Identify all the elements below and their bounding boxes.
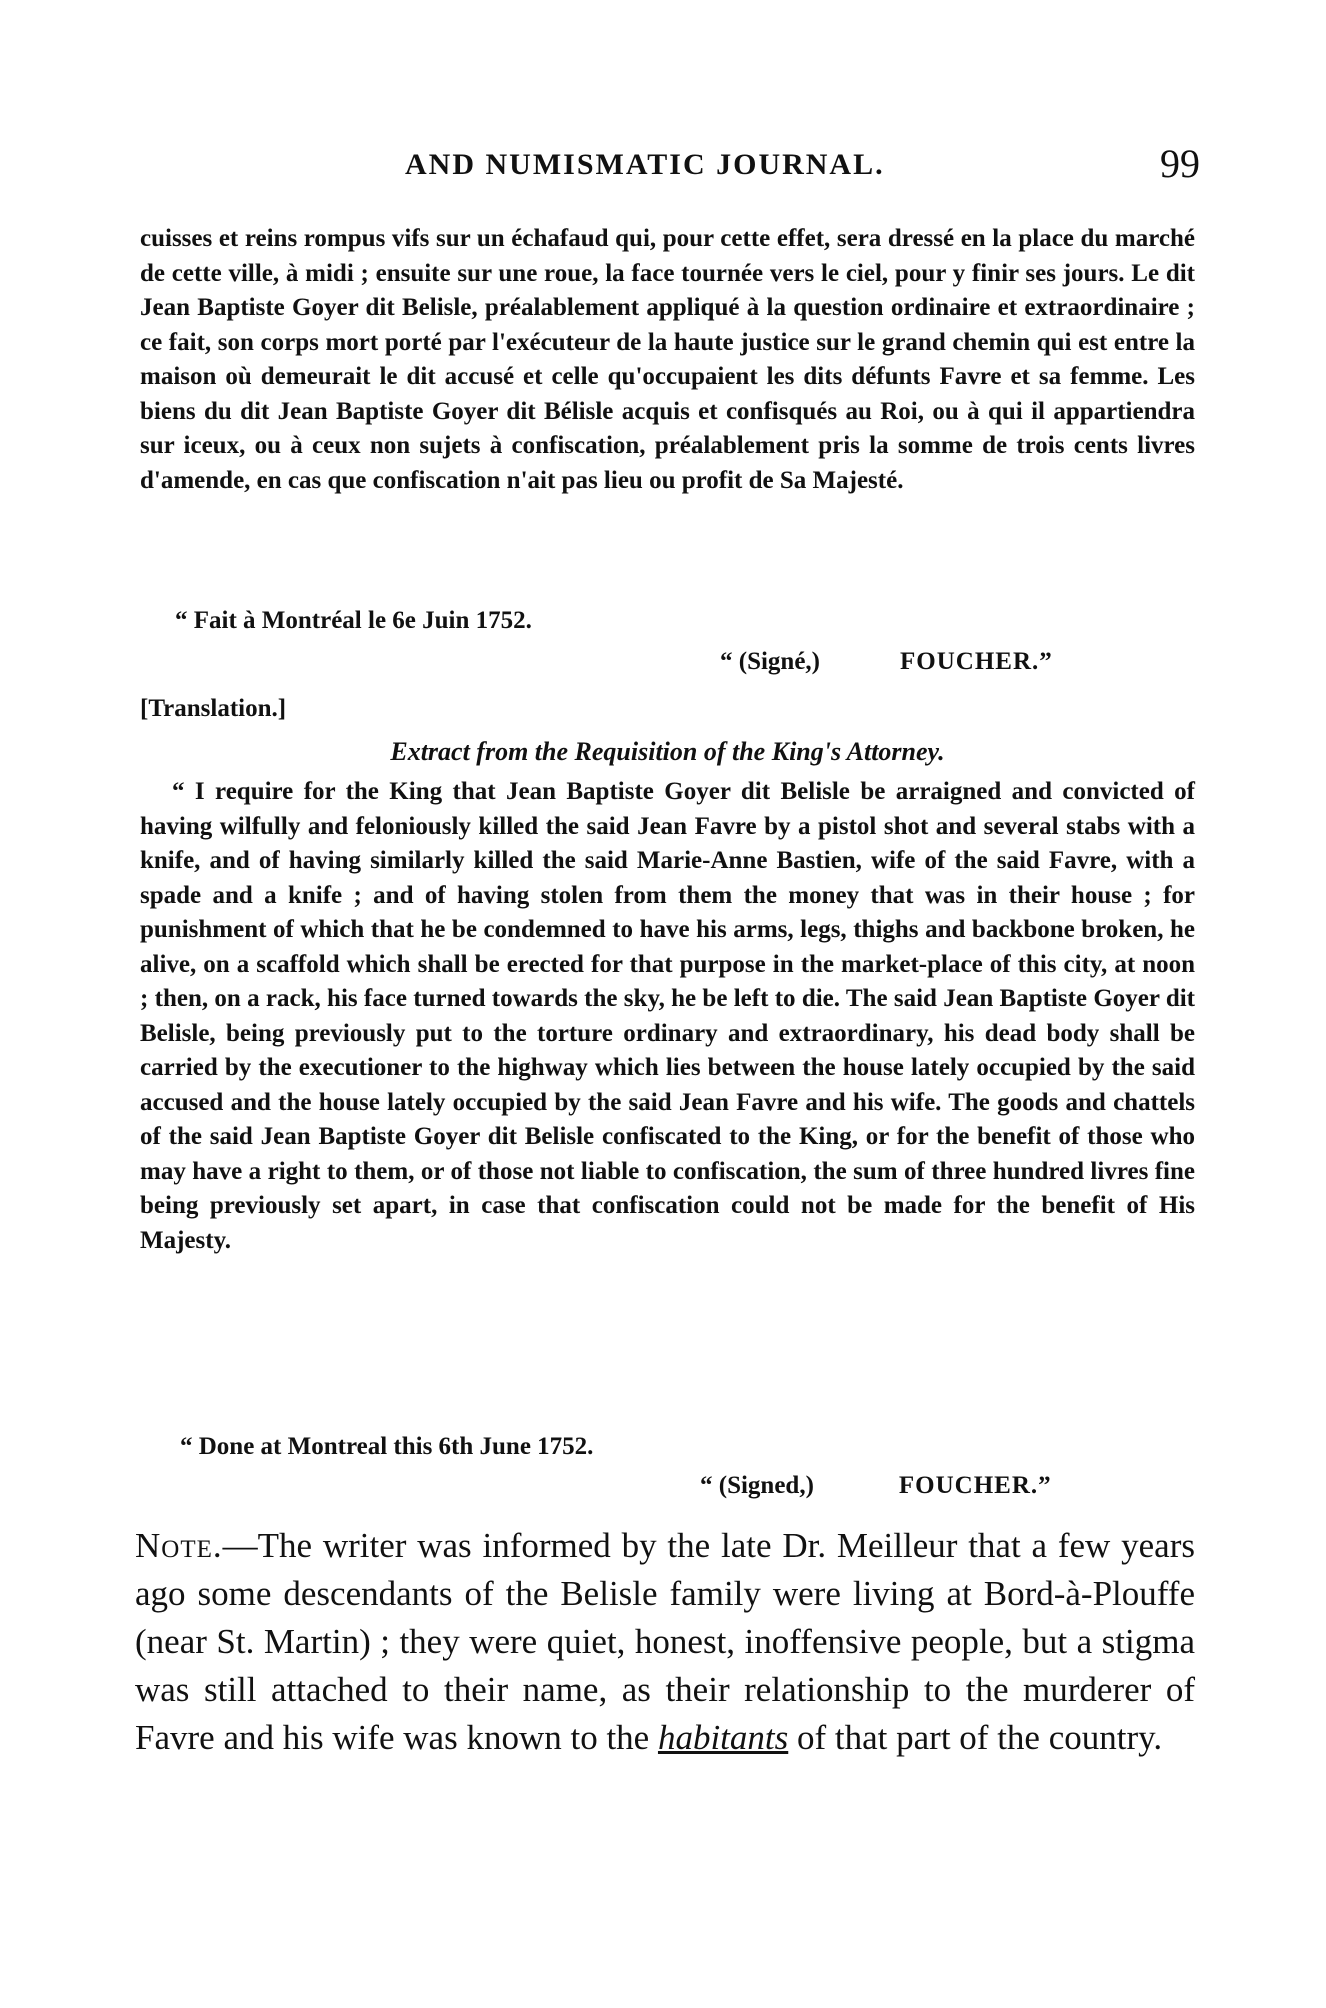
running-head	[140, 140, 1200, 200]
signed-label: “ (Signed,)	[700, 1472, 814, 1499]
signature-name: FOUCHER.”	[898, 1472, 1052, 1499]
note-text	[135, 1522, 1195, 1762]
note-paragraph	[135, 1522, 1195, 1762]
french-sentence-paragraph	[140, 222, 1195, 498]
french-signature-line	[720, 648, 1053, 676]
note-body-start: —The writer was informed by the late Dr. Meilleur that a few years ago some descendants of the Belisle family were living at Bord-à-Plouffe (near St. Martin) ; they were quiet, honest, inoffensive people, but a stigma was still attached to their name, as their relationship to the murderer of Favre and his wife was known to the	[135, 1526, 1195, 1757]
signe-label: “ (Signé,)	[720, 648, 820, 675]
note-label: Note.	[135, 1526, 223, 1565]
translation-label: [Translation.]	[140, 695, 287, 722]
french-paragraph-text: cuisses et reins rompus vifs sur un échafaud qui, pour cette effet, sera dressé en la place du marché de cette ville, à midi ; ensuite sur une roue, la face tournée vers le ciel, pour y finir ses jours. Le dit Jean Baptiste Goyer dit Belisle, préalablement appliqué à la question ordinaire et extraordinaire ; ce fait, son corps mort porté par l'exécuteur de la haute justice sur le grand chemin qui est entre la maison où demeurait le dit accusé et celle qu'occupaient les dits défunts Favre et sa femme. Les biens du dit Jean Baptiste Goyer dit Bélisle acquis et confisqués au Roi, ou à qui il appartiendra sur iceux, ou à ceux non sujets à confiscation, préalablement pris la somme de trois cents livres d'amende, en cas que confiscation n'ait pas lieu ou profit de Sa Majesté.	[140, 225, 1195, 494]
page-number: 99	[1160, 141, 1200, 186]
signature-name: FOUCHER.”	[900, 648, 1053, 675]
note-italic-word: habitants	[657, 1718, 789, 1757]
note-body-end: of that part of the country.	[788, 1718, 1163, 1757]
english-signature-line	[700, 1472, 1052, 1500]
english-translation-paragraph	[140, 775, 1195, 1258]
extract-title: Extract from the Requisition of the King's Attorney.	[390, 737, 945, 766]
running-title: AND NUMISMATIC JOURNAL.	[405, 148, 885, 181]
english-date-line: “ Done at Montreal this 6th June 1752.	[180, 1433, 594, 1460]
english-paragraph-text: “ I require for the King that Jean Baptiste Goyer dit Belisle be arraigned and convicted of having wilfully and feloniously killed the said Jean Favre by a pistol shot and several stabs with a knife, and of having similarly killed the said Marie-Anne Bastien, wife of the said Favre, with a spade and a knife ; and of having stolen from them the money that was in their house ; for punishment of which that he be condemned to have his arms, legs, thighs and backbone broken, he alive, on a scaffold which shall be erected for that purpose in the market-place of this city, at noon ; then, on a rack, his face turned towards the sky, he be left to die. The said Jean Baptiste Goyer dit Belisle, being previously put to the torture ordinary and extraordinary, his dead body shall be carried by the executioner to the highway which lies between the house lately occupied by the said accused and the house lately occupied by the said Jean Favre and his wife. The goods and chattels of the said Jean Baptiste Goyer dit Belisle confiscated to the King, or for the benefit of those who may have a right to them, or of those not liable to confiscation, the sum of three hundred livres fine being previously set apart, in case that confiscation could not be made for the benefit of His Majesty.	[140, 778, 1195, 1254]
french-date-line: “ Fait à Montréal le 6e Juin 1752.	[175, 607, 532, 634]
